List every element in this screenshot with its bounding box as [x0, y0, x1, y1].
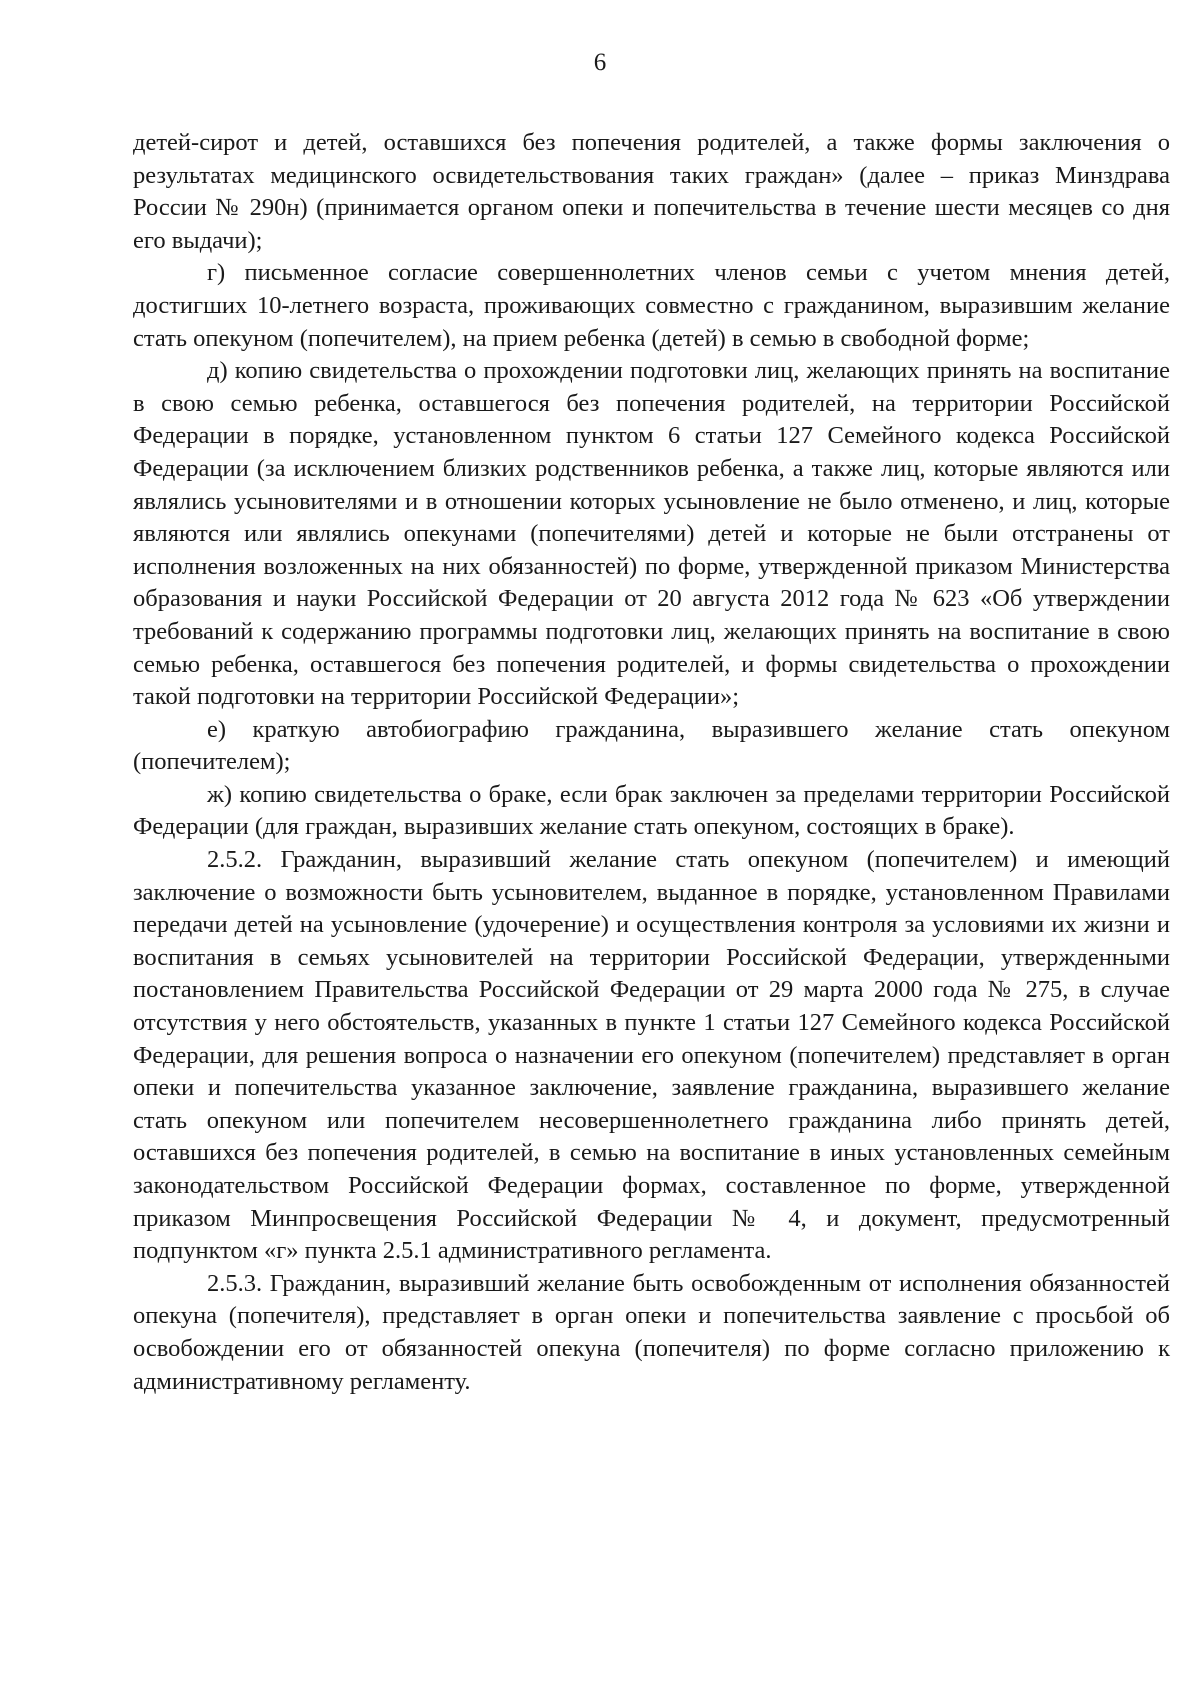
paragraph-item-d: д) копию свидетельства о прохождении подготовки лиц, желающих принять на воспитание в свою семью ребенка, оставшегося без попечения родителей, на территории Российской Федерации в порядке, установленном пунктом 6 статьи 127 Семейного кодекса Российской Федерации (за исключением близких родственников ребенка, а также лиц, которые являются или являлись усыновителями и в отношении которых усыновление не было отменено, и лиц, которые являются или являлись опекунами (попечителями) детей и которые не были отстранены от исполнения возложенных на них обязанностей) по форме, утвержденной приказом Министерства образования и науки Российской Федерации от 20 августа 2012 года № 623 «Об утверждении требований к содержанию программы подготовки лиц, желающих принять на воспитание в свою семью ребенка, оставшегося без попечения родителей, и формы свидетельства о прохождении такой подготовки на территории Российской Федерации»;: [133, 357, 1170, 711]
page-number: 6: [593, 49, 607, 76]
paragraph-2-5-2: 2.5.2. Гражданин, выразивший желание стать опекуном (попечителем) и имеющий заключение о возможности быть усыновителем, выданное в порядке, установленном Правилами передачи детей на усыновление (удочерение) и осуществления контроля за условиями их жизни и воспитания в семьях усыновителей на территории Российской Федерации, утвержденными постановлением Правительства Российской Федерации от 29 марта 2000 года № 275, в случае отсутствия у него обстоятельств, указанных в пункте 1 статьи 127 Семейного кодекса Российской Федерации, для решения вопроса о назначении его опекуном (попечителем) представляет в орган опеки и попечительства указанное заключение, заявление гражданина, выразившего желание стать опекуном или попечителем несовершеннолетнего гражданина либо принять детей, оставшихся без попечения родителей, в семью на воспитание в иных установленных семейным законодательством Российской Федерации формах, составленное по форме, утвержденной приказом Минпросвещения Российской Федерации № 4, и документ, предусмотренный подпунктом «г» пункта 2.5.1 административного регламента.: [133, 846, 1170, 1265]
paragraph-2-5-3: 2.5.3. Гражданин, выразивший желание быть освобожденным от исполнения обязанностей опекуна (попечителя), представляет в орган опеки и попечительства заявление с просьбой об освобождении его от обязанностей опекуна (попечителя) по форме согласно приложению к административному регламенту.: [133, 1269, 1170, 1395]
document-body: [133, 127, 1170, 1398]
paragraph-item-zh: ж) копию свидетельства о браке, если брак заключен за пределами территории Российской Федерации (для граждан, выразивших желание стать опекуном, состоящих в браке).: [133, 780, 1170, 841]
paragraph-continuation: детей-сирот и детей, оставшихся без попечения родителей, а также формы заключения о результатах медицинского освидетельствования таких граждан» (далее – приказ Минздрава России № 290н) (принимается органом опеки и попечительства в течение шести месяцев со дня его выдачи);: [133, 129, 1170, 254]
paragraph-item-g: г) письменное согласие совершеннолетних членов семьи с учетом мнения детей, достигших 10-летнего возраста, проживающих совместно с гражданином, выразившим желание стать опекуном (попечителем), на прием ребенка (детей) в семью в свободной форме;: [133, 259, 1170, 352]
paragraph-item-e: е) краткую автобиографию гражданина, выразившего желание стать опекуном (попечителем);: [133, 715, 1170, 776]
